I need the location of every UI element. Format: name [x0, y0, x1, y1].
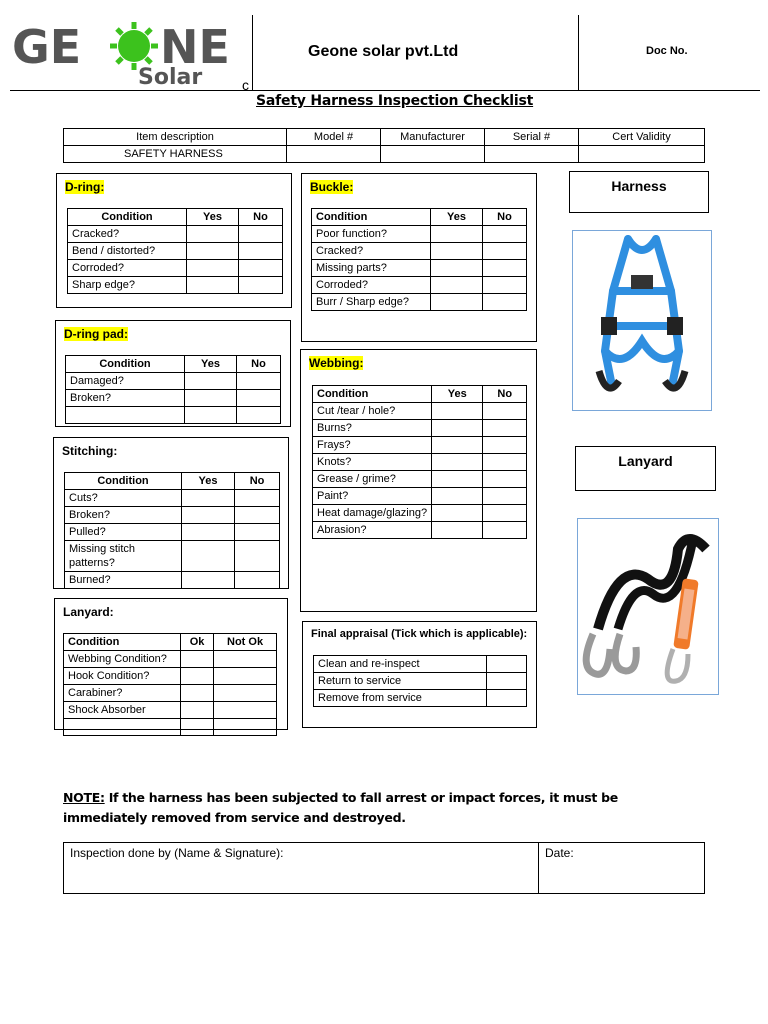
note: [63, 788, 703, 828]
logo-graphic: [12, 19, 252, 91]
model-field[interactable]: [287, 146, 381, 163]
buckle-no-check[interactable]: [482, 277, 526, 294]
dring-no-check[interactable]: [238, 260, 282, 277]
webbing-no-check[interactable]: [483, 454, 527, 471]
lanyard-ok-check[interactable]: [181, 702, 214, 719]
logo-c: c: [242, 77, 249, 93]
lanyard-icon: [578, 519, 718, 694]
webbing-row-label: Paint?: [313, 488, 432, 505]
dring-table: [67, 208, 283, 294]
dring-no-check[interactable]: [238, 243, 282, 260]
svg-text:NE: NE: [160, 20, 230, 74]
webbing-no-check[interactable]: [483, 437, 527, 454]
lanyard-header-condition: Condition: [64, 634, 181, 651]
buckle-yes-check[interactable]: [431, 226, 483, 243]
stitching-no-check[interactable]: [235, 490, 280, 507]
note-text: If the harness has been subjected to fall arrest or impact forces, it must be immediately removed from service and destroyed.: [63, 790, 618, 825]
lanyard-row-label: Shock Absorber: [64, 702, 181, 719]
lanyard-header-ok: Ok: [181, 634, 214, 651]
final-tick-box[interactable]: [487, 673, 527, 690]
lanyard-row-label: Hook Condition?: [64, 668, 181, 685]
webbing-yes-check[interactable]: [432, 437, 483, 454]
stitching-header-condition: Condition: [65, 473, 182, 490]
stitching-row-label: Burned?: [65, 572, 182, 589]
harness-label: Harness: [611, 178, 667, 194]
webbing-no-check[interactable]: [483, 488, 527, 505]
buckle-row-label: Corroded?: [312, 277, 431, 294]
dring-header-condition: Condition: [68, 209, 187, 226]
stitching-yes-check[interactable]: [182, 524, 235, 541]
buckle-no-check[interactable]: [482, 260, 526, 277]
webbing-row-label: Grease / grime?: [313, 471, 432, 488]
buckle-no-check[interactable]: [482, 243, 526, 260]
lanyard-ok-check[interactable]: [181, 719, 214, 736]
final-option-label: Return to service: [314, 673, 487, 690]
stitching-row-label: Pulled?: [65, 524, 182, 541]
buckle-table: [311, 208, 527, 311]
buckle-no-check[interactable]: [482, 294, 526, 311]
buckle-row-label: Cracked?: [312, 243, 431, 260]
webbing-no-check[interactable]: [483, 420, 527, 437]
webbing-yes-check[interactable]: [432, 488, 483, 505]
buckle-title: Buckle:: [310, 180, 354, 194]
buckle-yes-check[interactable]: [431, 277, 483, 294]
stitching-row-label: Broken?: [65, 507, 182, 524]
stitching-no-check[interactable]: [235, 572, 280, 589]
lanyard-not-ok-check[interactable]: [214, 719, 277, 736]
stitching-row-label: Cuts?: [65, 490, 182, 507]
webbing-row-label: Frays?: [313, 437, 432, 454]
dring-yes-check[interactable]: [187, 226, 239, 243]
page-title: Safety Harness Inspection Checklist: [256, 93, 534, 109]
final-tick-box[interactable]: [487, 690, 527, 707]
svg-text:GE: GE: [12, 20, 82, 74]
header-divider-2: [578, 15, 579, 90]
lanyard-ok-check[interactable]: [181, 685, 214, 702]
webbing-no-check[interactable]: [483, 505, 527, 522]
dring-title: D-ring:: [65, 180, 105, 194]
buckle-header-yes: Yes: [431, 209, 483, 226]
lanyard-row-label: Webbing Condition?: [64, 651, 181, 668]
lanyard-not-ok-check[interactable]: [214, 651, 277, 668]
date-label: Date:: [545, 846, 574, 860]
stitching-yes-check[interactable]: [182, 490, 235, 507]
company-name: Geone solar pvt.Ltd: [308, 43, 459, 60]
final-tick-box[interactable]: [487, 656, 527, 673]
webbing-title: Webbing:: [309, 356, 364, 370]
lanyard-table: [63, 633, 277, 736]
buckle-yes-check[interactable]: [431, 243, 483, 260]
webbing-row-label: Cut /tear / hole?: [313, 403, 432, 420]
dring-pad-row-label: Damaged?: [66, 373, 185, 390]
buckle-row-label: Missing parts?: [312, 260, 431, 277]
dring-pad-header-condition: Condition: [66, 356, 185, 373]
dring-yes-check[interactable]: [187, 260, 239, 277]
dring-pad-table: [65, 355, 281, 424]
dring-pad-yes-check[interactable]: [185, 373, 237, 390]
harness-icon: [573, 231, 711, 410]
buckle-header-condition: Condition: [312, 209, 431, 226]
doc-no-label: Doc No.: [646, 45, 688, 57]
final-appraisal-table: [313, 655, 527, 707]
lanyard-label-box: [575, 446, 716, 491]
webbing-yes-check[interactable]: [432, 505, 483, 522]
dring-header-yes: Yes: [187, 209, 239, 226]
item-description-value: SAFETY HARNESS: [64, 146, 287, 163]
webbing-yes-check[interactable]: [432, 403, 483, 420]
final-appraisal-title: Final appraisal (Tick which is applicable):: [311, 628, 528, 640]
item-header-manufacturer: Manufacturer: [381, 129, 485, 146]
lanyard-image: [577, 518, 719, 695]
dring-pad-header-yes: Yes: [185, 356, 237, 373]
dring-pad-title: D-ring pad:: [64, 327, 128, 341]
lanyard-ok-check[interactable]: [181, 651, 214, 668]
webbing-yes-check[interactable]: [432, 420, 483, 437]
stitching-row-label: Missing stitch patterns?: [65, 541, 182, 572]
webbing-row-label: Heat damage/glazing?: [313, 505, 432, 522]
lanyard-row-label: [64, 719, 181, 736]
buckle-header-no: No: [482, 209, 526, 226]
harness-image: [572, 230, 712, 411]
webbing-yes-check[interactable]: [432, 454, 483, 471]
item-header-model: Model #: [287, 129, 381, 146]
signature-table: [63, 842, 705, 894]
webbing-row-label: Burns?: [313, 420, 432, 437]
webbing-yes-check[interactable]: [432, 471, 483, 488]
dring-row-label: Corroded?: [68, 260, 187, 277]
buckle-row-label: Burr / Sharp edge?: [312, 294, 431, 311]
dring-header-no: No: [238, 209, 282, 226]
serial-field[interactable]: [485, 146, 579, 163]
lanyard-section-title: Lanyard:: [63, 605, 114, 619]
stitching-yes-check[interactable]: [182, 572, 235, 589]
lanyard-not-ok-check[interactable]: [214, 702, 277, 719]
stitching-title: Stitching:: [62, 444, 118, 458]
dring-row-label: Cracked?: [68, 226, 187, 243]
webbing-no-check[interactable]: [483, 522, 527, 539]
dring-row-label: Bend / distorted?: [68, 243, 187, 260]
dring-pad-row-label: [66, 407, 185, 424]
final-option-label: Remove from service: [314, 690, 487, 707]
stitching-no-check[interactable]: [235, 507, 280, 524]
dring-pad-yes-check[interactable]: [185, 390, 237, 407]
lanyard-label: Lanyard: [618, 453, 673, 469]
cert-validity-field[interactable]: [579, 146, 705, 163]
buckle-yes-check[interactable]: [431, 260, 483, 277]
dring-pad-row-label: Broken?: [66, 390, 185, 407]
header: [10, 15, 760, 91]
item-header-description: Item description: [64, 129, 287, 146]
item-table: [63, 128, 705, 163]
stitching-header-no: No: [235, 473, 280, 490]
dring-pad-yes-check[interactable]: [185, 407, 237, 424]
stitching-yes-check[interactable]: [182, 507, 235, 524]
webbing-row-label: Knots?: [313, 454, 432, 471]
webbing-table: [312, 385, 527, 539]
stitching-no-check[interactable]: [235, 541, 280, 572]
webbing-header-condition: Condition: [313, 386, 432, 403]
dring-yes-check[interactable]: [187, 277, 239, 294]
item-header-serial: Serial #: [485, 129, 579, 146]
lanyard-row-label: Carabiner?: [64, 685, 181, 702]
dring-row-label: Sharp edge?: [68, 277, 187, 294]
dring-pad-no-check[interactable]: [236, 390, 280, 407]
lanyard-not-ok-check[interactable]: [214, 668, 277, 685]
dring-pad-no-check[interactable]: [236, 407, 280, 424]
date-field[interactable]: [539, 843, 704, 893]
stitching-header-yes: Yes: [182, 473, 235, 490]
final-option-label: Clean and re-inspect: [314, 656, 487, 673]
webbing-no-check[interactable]: [483, 471, 527, 488]
webbing-header-yes: Yes: [432, 386, 483, 403]
dring-no-check[interactable]: [238, 226, 282, 243]
harness-label-box: [569, 171, 709, 213]
dring-pad-no-check[interactable]: [236, 373, 280, 390]
item-header-cert: Cert Validity: [579, 129, 705, 146]
logo: [12, 19, 252, 93]
inspected-by-label: Inspection done by (Name & Signature):: [70, 846, 284, 860]
buckle-row-label: Poor function?: [312, 226, 431, 243]
stitching-table: [64, 472, 280, 589]
webbing-yes-check[interactable]: [432, 522, 483, 539]
header-divider-1: [252, 15, 253, 90]
inspected-by-field[interactable]: [64, 843, 539, 893]
lanyard-header-not-ok: Not Ok: [214, 634, 277, 651]
webbing-row-label: Abrasion?: [313, 522, 432, 539]
webbing-header-no: No: [483, 386, 527, 403]
buckle-no-check[interactable]: [482, 226, 526, 243]
webbing-no-check[interactable]: [483, 403, 527, 420]
stitching-no-check[interactable]: [235, 524, 280, 541]
logo-sub: Solar: [138, 65, 203, 90]
buckle-yes-check[interactable]: [431, 294, 483, 311]
manufacturer-field[interactable]: [381, 146, 485, 163]
dring-no-check[interactable]: [238, 277, 282, 294]
lanyard-not-ok-check[interactable]: [214, 685, 277, 702]
dring-pad-header-no: No: [236, 356, 280, 373]
dring-yes-check[interactable]: [187, 243, 239, 260]
note-prefix: NOTE:: [63, 790, 105, 805]
stitching-yes-check[interactable]: [182, 541, 235, 572]
lanyard-ok-check[interactable]: [181, 668, 214, 685]
